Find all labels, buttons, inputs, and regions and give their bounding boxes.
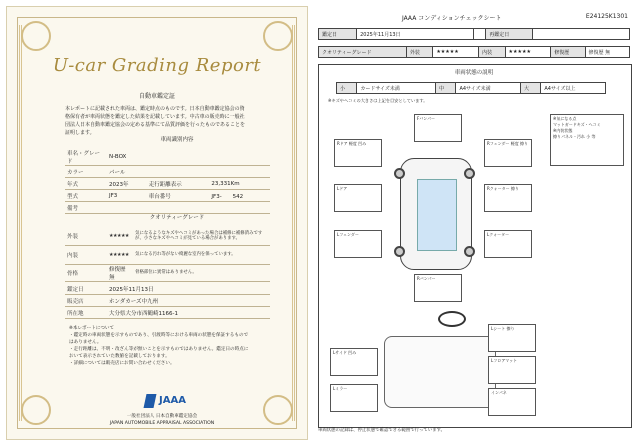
- interior-panel: Lフロアマット: [488, 356, 536, 384]
- condition-check-sheet: [314, 6, 634, 438]
- grade-description: 気になる汚れ等がない綺麗な室内を保っています。: [133, 246, 270, 265]
- row-key: 所在地: [65, 307, 107, 319]
- row-key: 型式: [65, 190, 107, 202]
- cell: 修復歴: [551, 47, 585, 58]
- vehicle-table: [65, 149, 270, 214]
- grade-key: 外装: [65, 227, 107, 246]
- roof-glass: [417, 179, 457, 251]
- size-legend: [336, 82, 606, 94]
- certificate-frame: [17, 17, 297, 429]
- appraisal-table: [65, 283, 270, 319]
- damage-panel: Rバンパー: [414, 274, 462, 302]
- row-value: 2023年: [107, 178, 147, 190]
- cell: 鑑定日: [319, 29, 357, 40]
- repair-history: 修復歴 無: [585, 47, 630, 58]
- association-name: 一般社団法人 日本自動車鑑定協会: [126, 414, 198, 419]
- wheel-icon: [394, 168, 405, 179]
- bottom-note: 車両状態の記録は、停止状態で確認できる範囲で行っています。: [318, 428, 445, 433]
- left-ornament: [19, 25, 56, 421]
- damage-panel: Lドア: [334, 184, 382, 212]
- row-key: 備考: [65, 202, 107, 214]
- row-value: JF3- 542: [209, 190, 270, 202]
- row-value: 大分県大分市西鶴崎1166-1: [107, 307, 270, 319]
- row-value: ホンダカーズ中九州: [107, 295, 270, 307]
- certificate-notes: ※本レポートについて ・鑑定時の車両状態を示すものであり、引渡時等における車両の状態を保証するものではありません。 ・走行距離は、不明・改ざん等が無いことを示すものではありません。鑑定日の時点において表示されていた数値を記載しております。 ・詳細については販売店にお問い合わせください。: [69, 326, 249, 366]
- right-ornament: [258, 25, 295, 421]
- star-rating: ★★★★★: [107, 227, 133, 246]
- table-row: [65, 265, 270, 282]
- star-rating: ★★★★★: [505, 47, 551, 58]
- row-value: N-BOX: [107, 149, 270, 166]
- table-row: [65, 307, 270, 319]
- legend-note: ※キズやヘコミの大きさは上記を目安としています。: [328, 98, 428, 103]
- certificate-intro: 本レポートに記載された車両は、鑑定時点のものです。日本自動車鑑定協会の資格保有者が車両状態を鑑定した結果を記載しています。中古車の販売時に一般社団法人日本自動車鑑定協会の定める基準にて品質評価を行ったものであることを証明します。: [65, 106, 246, 136]
- logo-text: JAAA: [159, 395, 186, 406]
- wheel-icon: [394, 246, 405, 257]
- table-row: [65, 166, 270, 178]
- appraisal-date: 2025年11月13日: [357, 29, 474, 40]
- row-key: 走行距離表示: [147, 178, 210, 190]
- damage-panel: Rドア 軽度 凹み: [334, 139, 382, 167]
- wheel-icon: [464, 246, 475, 257]
- table-row: [65, 283, 270, 295]
- cell: 中: [436, 83, 456, 94]
- row-key: 販売店: [65, 295, 107, 307]
- corner-ornament: [263, 395, 293, 425]
- table-row: [65, 190, 270, 202]
- section-title: 車両状態の説明: [454, 70, 494, 76]
- row-value: JF3: [107, 190, 147, 202]
- wheel-icon: [464, 168, 475, 179]
- interior-panel: Lシート 擦り: [488, 324, 536, 352]
- star-rating: ★★★★★: [433, 47, 479, 58]
- grade-key: 骨格: [65, 265, 107, 282]
- corner-ornament: [263, 21, 293, 51]
- association-name-en: JAPAN AUTOMOBILE APPRAISAL ASSOCIATION: [109, 421, 215, 426]
- grade-description: 気になるようなキズやヘコミがあった場合は補修に補修済みですが、小さなキズやヘコミが見ている場合があります。: [133, 227, 270, 246]
- corner-ornament: [21, 395, 51, 425]
- row-key: 車名・グレード: [65, 149, 107, 166]
- star-rating: ★★★★★: [107, 246, 133, 265]
- grading-certificate: [6, 6, 308, 440]
- grade-table: [65, 227, 270, 282]
- cell: [474, 29, 486, 40]
- cell: 内装: [479, 47, 505, 58]
- damage-panel: Lサイド 凹み: [330, 348, 378, 376]
- damage-panel: Rフェンダー 軽度 擦り: [484, 139, 532, 167]
- row-value: パール: [107, 166, 270, 178]
- row-value: 23,331Km: [209, 178, 270, 190]
- corner-ornament: [21, 21, 51, 51]
- cell: 小: [337, 83, 357, 94]
- damage-panel: Fバンパー: [414, 114, 462, 142]
- repair-history: 修復歴 無: [107, 265, 133, 282]
- car-interior-view: [384, 336, 496, 408]
- certificate-title: U-car Grading Report: [52, 55, 262, 76]
- row-key: 車台番号: [147, 190, 210, 202]
- certificate-subtitle: 自動車鑑定証: [138, 93, 175, 100]
- header-row-2: [318, 46, 630, 58]
- grade-description: 骨格部位に異常はありません。: [133, 265, 270, 282]
- reappraisal-date: [533, 29, 630, 40]
- row-value: [107, 202, 270, 214]
- header-row-1: [318, 28, 630, 40]
- sheet-title: JAAA コンディションチェックシート: [402, 15, 502, 22]
- row-key: 年式: [65, 178, 107, 190]
- damage-panel: Lフェンダー: [334, 230, 382, 258]
- table-row: [65, 295, 270, 307]
- grade-key: 内装: [65, 246, 107, 265]
- row-key: カラー: [65, 166, 107, 178]
- cell: クオリティーグレード: [319, 47, 407, 58]
- row-value: 2025年11月13日: [107, 283, 270, 295]
- cell: 外装: [406, 47, 432, 58]
- logo-mark-icon: [144, 394, 157, 408]
- jaaa-logo: [145, 392, 189, 410]
- interior-panel: インパネ: [488, 388, 536, 416]
- cell: カードサイズ未満: [357, 83, 436, 94]
- damage-panel: Lクォーター: [484, 230, 532, 258]
- table-row: [65, 202, 270, 214]
- cell: 再鑑定日: [486, 29, 533, 40]
- damage-panel: Rクォーター 擦り: [484, 184, 532, 212]
- section-quality-grade: クオリティーグレード: [149, 215, 205, 221]
- steering-wheel-icon: [438, 311, 466, 327]
- cell: A4サイズ未満: [456, 83, 521, 94]
- section-vehicle-id: 車両識別内容: [160, 137, 194, 143]
- table-row: [65, 178, 270, 190]
- row-key: 鑑定日: [65, 283, 107, 295]
- cell: A4サイズ以上: [541, 83, 606, 94]
- damage-panel: Lミラー: [330, 384, 378, 412]
- car-top-view: [400, 158, 472, 270]
- table-row: [65, 149, 270, 166]
- cell: 大: [521, 83, 541, 94]
- table-row: [65, 227, 270, 246]
- sheet-code: E24125K1301: [585, 13, 628, 20]
- table-row: [65, 246, 270, 265]
- remarks-panel: ※気になる点 マットガードキズ・ヘコミ ※内装状態 擦りパネル・汚れ 小 等: [550, 114, 624, 166]
